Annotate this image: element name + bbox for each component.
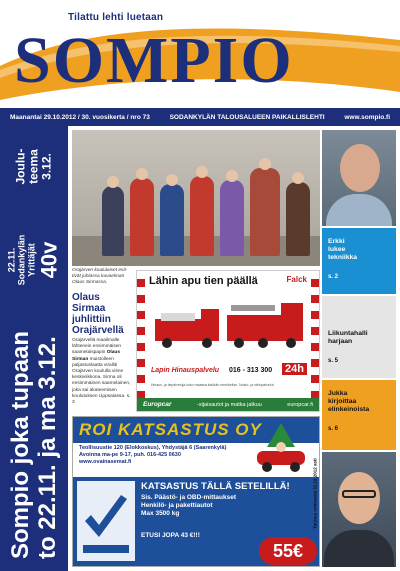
article-body: Orajärvellä maailmalle lähtenein ensimmäisen saamelaispapin Olaus Sirman muistolleen paljastuslaatta viralliti Orajärven koululla viime keskiviikkona. Sirma oli ensimmäinen saamelainen, joka sai akateemisen koulutuksen Uppsalassa. s. 3 xyxy=(72,338,131,406)
delivery-banner xyxy=(4,322,64,567)
page-ref[interactable]: s. 3 xyxy=(72,393,131,406)
yrittajat-block xyxy=(4,200,64,320)
europcar-text: -sijaisautot ja matka jatkuu xyxy=(197,401,262,408)
seniors-line2: Sodankylän xyxy=(16,234,27,286)
seniors-line3: Yrittäjät xyxy=(26,243,37,277)
teaser-jukka[interactable]: Jukka kirjoittaa elinkeinoista s. 6 xyxy=(322,380,396,450)
joulu-line3: 3.12. xyxy=(39,152,54,180)
checkmark-logo-icon xyxy=(77,481,135,561)
promo-line3: Max 3500 kg xyxy=(141,510,180,517)
delivery-line2: to 22.11. ja ma 3.12. xyxy=(34,335,61,559)
website-link[interactable]: www.sompio.fi xyxy=(344,113,390,121)
katsastus-brand: ROI KATSASTUS OY xyxy=(79,420,262,439)
teaser-erkki-page: s. 2 xyxy=(328,274,339,280)
falck-service: Lapin Hinauspalvelu xyxy=(151,367,220,374)
promo-title: KATSASTUS TÄLLÄ SETELILLÄ! xyxy=(141,481,290,492)
delivery-line1: Sompio joka tupaan xyxy=(7,330,34,559)
teaser-liikuntahalli-page: s. 5 xyxy=(328,358,339,364)
seniors-big: 40v xyxy=(36,241,61,279)
promo-line1: Sis. Päästö- ja OBD-mittaukset xyxy=(141,494,236,501)
europcar-logo: Europcar xyxy=(143,401,172,408)
joulu-line2: teema xyxy=(26,148,41,184)
price-badge: 55€ xyxy=(259,537,317,565)
tow-trucks-illustration xyxy=(151,295,307,351)
masthead xyxy=(0,0,400,108)
photo-caption: Orajärven koululaiset esit-tivät juhlassa kuvaelman Olaus Sirmassa. xyxy=(72,268,128,285)
falck-ad[interactable] xyxy=(136,270,320,412)
falck-phone[interactable]: 016 - 313 300 xyxy=(229,367,273,374)
paper-subtitle: SODANKYLÄN TALOUSALUEEN PAIKALLISLEHTI xyxy=(169,113,325,121)
katsastus-promo xyxy=(141,481,290,540)
katsastus-logo xyxy=(77,481,135,561)
katsastus-address: Teollisuustie 120 (Elokkoskus), Yhdystäjä 6 (Saarenkylä) Avoinna ma-pe 9-17, puh. 016-425 0630 www.ovainasemat.fi xyxy=(79,445,227,465)
santa-car-icon xyxy=(251,421,311,475)
erkki-photo xyxy=(322,130,396,226)
teaser-erkki[interactable]: Erkki lukee tekniikka s. 2 xyxy=(322,228,396,294)
falck-logo: Falck xyxy=(286,275,307,284)
jukka-photo xyxy=(322,452,396,567)
teaser-liikuntahalli[interactable]: Liikuntahalli harjaan s. 5 xyxy=(322,296,396,378)
europcar-bar xyxy=(137,398,319,411)
falck-fineprint: Hinaus- ja tiepalveluja koko maassa kaikkiin merkkeihin. Nosto- ja siirtopalvelut. xyxy=(151,383,275,387)
offer-validity: Tarjous voimassa 31.12.2012 asti xyxy=(312,458,318,529)
brand-logo: SOMPIO xyxy=(14,24,294,97)
seniors-line1: 22.11. xyxy=(6,247,17,273)
promo-line2: Henkilö- ja pakettiautot xyxy=(141,502,213,509)
falck-24h-badge: 24h xyxy=(282,363,307,375)
joulu-line1: Joulu- xyxy=(13,148,28,184)
katsastus-ad[interactable] xyxy=(72,416,320,567)
falck-headline: Lähin apu tien päällä xyxy=(149,275,258,287)
dateline xyxy=(0,108,400,126)
promo-saving: ETUSI JOPA 43 €!!! xyxy=(141,532,200,539)
main-photo xyxy=(72,130,320,266)
article-title[interactable]: Olaus Sirmaa juhlittiin Orajärvellä xyxy=(72,292,124,336)
issue-date: Maanantai 29.10.2012 / 30. vuosikerta / nro 73 xyxy=(10,113,150,121)
teaser-jukka-page: s. 6 xyxy=(328,426,339,432)
europcar-url[interactable]: europcar.fi xyxy=(287,401,313,408)
tagline: Tilattu lehti luetaan xyxy=(68,12,164,23)
joulu-teema xyxy=(4,136,64,196)
